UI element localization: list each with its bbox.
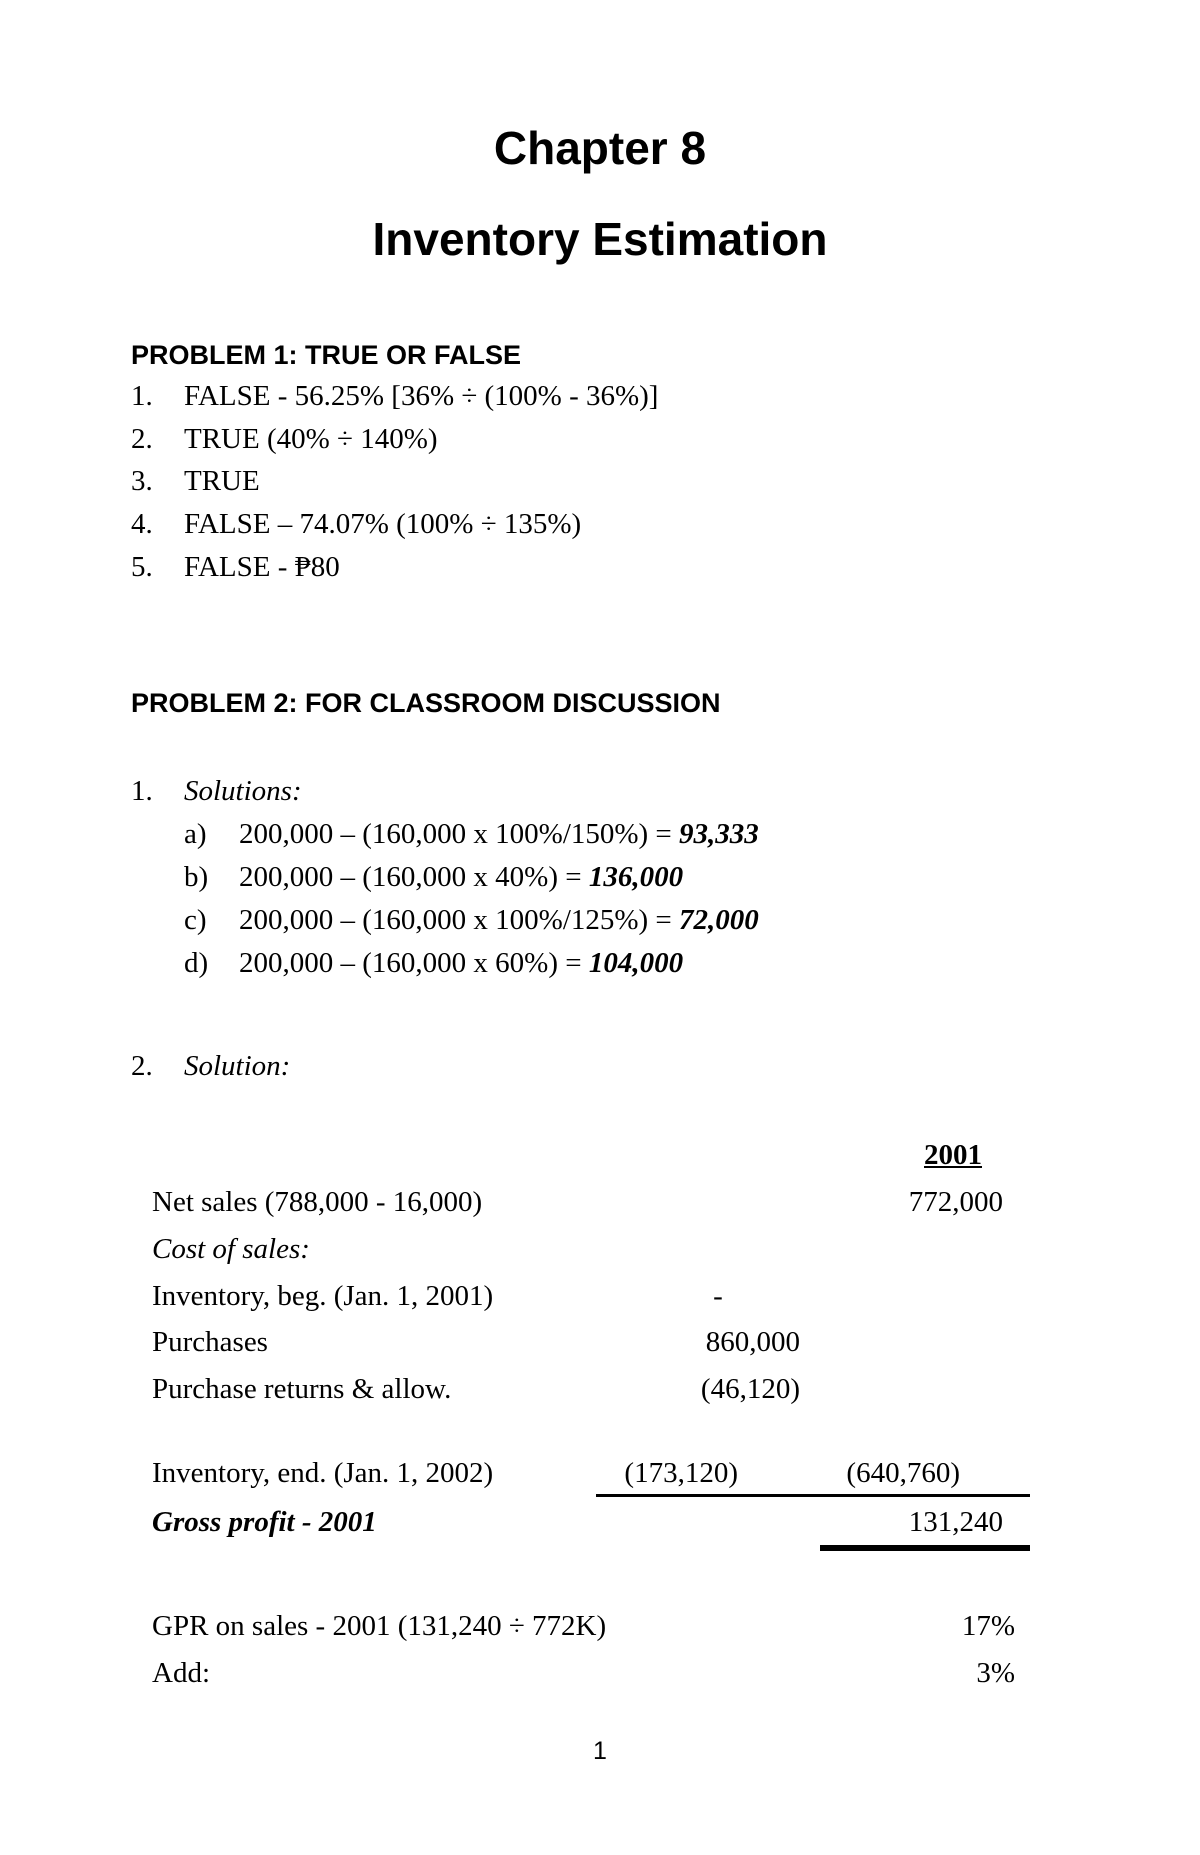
purchase-returns-label: Purchase returns & allow. xyxy=(152,1373,452,1405)
year-header: 2001 xyxy=(924,1139,982,1171)
solution-label: Solution: xyxy=(184,1050,291,1082)
net-sales-label: Net sales (788,000 - 16,000) xyxy=(152,1186,483,1218)
solution-result: 136,000 xyxy=(588,861,684,893)
solution-letter: d) xyxy=(184,947,209,979)
add-value: 3% xyxy=(976,1657,1015,1689)
gpr-label: GPR on sales - 2001 (131,240 ÷ 772K) xyxy=(152,1610,607,1642)
solution-letter: c) xyxy=(184,904,207,936)
list-item-number: 5. xyxy=(131,551,153,583)
solution-result: 93,333 xyxy=(679,818,759,850)
page-number: 1 xyxy=(593,1737,607,1765)
solution-letter: a) xyxy=(184,818,207,850)
list-item-text: TRUE xyxy=(184,465,260,497)
gpr-value: 17% xyxy=(961,1610,1015,1642)
solution-letter: b) xyxy=(184,861,209,893)
inventory-beg-value: - xyxy=(713,1280,723,1312)
solutions-label: Solutions: xyxy=(184,775,302,807)
cost-of-sales-label: Cost of sales: xyxy=(152,1233,310,1265)
gross-profit-label: Gross profit - 2001 xyxy=(152,1506,377,1538)
solution-result: 72,000 xyxy=(679,904,759,936)
cost-of-sales-total: (640,760) xyxy=(846,1457,960,1489)
solution-expression: 200,000 – (160,000 x 60%) = xyxy=(239,947,589,979)
question-number: 1. xyxy=(131,775,153,807)
inventory-end-label: Inventory, end. (Jan. 1, 2002) xyxy=(152,1457,494,1489)
list-item-text: FALSE - ₱80 xyxy=(184,551,340,583)
problem-1-title: PROBLEM 1: TRUE OR FALSE xyxy=(131,340,522,370)
list-item-number: 4. xyxy=(131,508,153,540)
solution-result: 104,000 xyxy=(588,947,684,979)
subtotal-rule xyxy=(596,1494,1030,1497)
solution-expression: 200,000 – (160,000 x 40%) = xyxy=(239,861,589,893)
chapter-title: Chapter 8 xyxy=(493,122,707,174)
inventory-end-value: (173,120) xyxy=(624,1457,738,1489)
list-item-number: 2. xyxy=(131,423,153,455)
purchase-returns-value: (46,120) xyxy=(700,1373,800,1405)
chapter-subtitle: Inventory Estimation xyxy=(372,213,828,265)
solution-expression: 200,000 – (160,000 x 100%/150%) = xyxy=(239,818,680,850)
problem-2-title: PROBLEM 2: FOR CLASSROOM DISCUSSION xyxy=(131,688,721,718)
purchases-value: 860,000 xyxy=(705,1326,800,1358)
net-sales-value: 772,000 xyxy=(908,1186,1003,1218)
total-double-rule xyxy=(820,1545,1030,1551)
list-item-text: FALSE – 74.07% (100% ÷ 135%) xyxy=(184,508,582,540)
add-label: Add: xyxy=(152,1657,210,1689)
list-item-number: 3. xyxy=(131,465,153,497)
gross-profit-value: 131,240 xyxy=(908,1506,1003,1538)
inventory-beg-label: Inventory, beg. (Jan. 1, 2001) xyxy=(152,1280,494,1312)
purchases-label: Purchases xyxy=(152,1326,268,1358)
list-item-number: 1. xyxy=(131,380,153,412)
question-number: 2. xyxy=(131,1050,153,1082)
solution-expression: 200,000 – (160,000 x 100%/125%) = xyxy=(239,904,680,936)
list-item-text: TRUE (40% ÷ 140%) xyxy=(184,423,438,455)
list-item-text: FALSE - 56.25% [36% ÷ (100% - 36%)] xyxy=(184,380,659,412)
